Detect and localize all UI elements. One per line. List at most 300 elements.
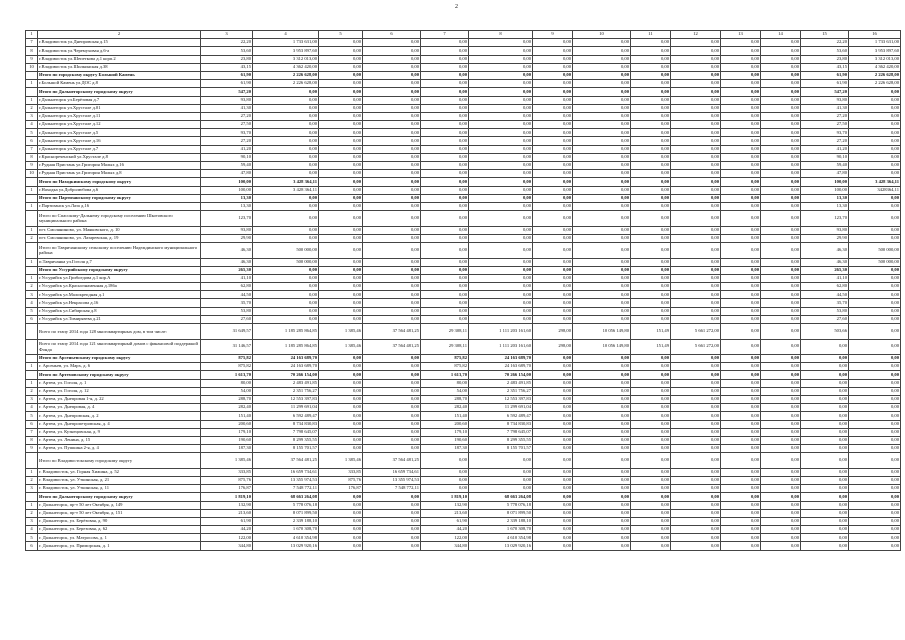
value-cell: 0,00 (801, 412, 849, 420)
value-cell: 0,00 (721, 202, 761, 210)
column-number: 3 (201, 31, 253, 39)
value-cell: 93,80 (201, 226, 253, 234)
table-row (26, 112, 901, 120)
table-row (26, 445, 901, 453)
value-cell: 0,00 (631, 104, 671, 112)
row-number: 2 (26, 387, 38, 395)
value-cell: 6 592 489,47 (253, 412, 319, 420)
value-cell: 0,00 (363, 80, 421, 88)
value-cell: 0,00 (721, 266, 761, 274)
value-cell: 0,00 (671, 453, 721, 469)
column-number: 2 (38, 31, 201, 39)
row-number: 9 (26, 162, 38, 170)
value-cell: 0,00 (631, 39, 671, 47)
value-cell: 46,30 (801, 258, 849, 266)
value-cell: 0,00 (671, 542, 721, 550)
row-number: 6 (26, 315, 38, 323)
value-cell: 122,00 (421, 534, 469, 542)
value-cell: 0,00 (631, 194, 671, 202)
address-cell: г.Уссурийск ул.Тимирязева д.21 (38, 315, 201, 323)
value-cell: 31 649,57 (201, 324, 253, 340)
value-cell: 100,00 (801, 186, 849, 194)
value-cell: 0,00 (363, 509, 421, 517)
address-cell: г.Владивосток ул.Черемуховая д.6-а (38, 47, 201, 55)
value-cell: 0,00 (253, 137, 319, 145)
value-cell: 0,00 (319, 243, 363, 259)
value-cell: 93,80 (201, 96, 253, 104)
value-cell: 0,00 (761, 234, 801, 242)
value-cell: 0,00 (469, 47, 533, 55)
value-cell: 0,00 (363, 202, 421, 210)
value-cell: 176,87 (319, 485, 363, 493)
column-number: 10 (573, 31, 631, 39)
value-cell: 0,00 (469, 63, 533, 71)
value-cell: 0,00 (761, 324, 801, 340)
value-cell: 0,00 (761, 315, 801, 323)
value-cell: 0,00 (721, 129, 761, 137)
value-cell: 61,90 (201, 517, 253, 525)
row-number: 1 (26, 202, 38, 210)
value-cell: 0,00 (253, 194, 319, 202)
value-cell: 0,00 (721, 96, 761, 104)
address-cell: г. Владивосток, ул. Горная Хижина, д. 52 (38, 468, 201, 476)
value-cell: 0,00 (721, 315, 761, 323)
value-cell: 344,80 (201, 542, 253, 550)
value-cell: 8 071 899,50 (253, 509, 319, 517)
value-cell: 0,00 (849, 379, 901, 387)
value-cell: 0,00 (363, 137, 421, 145)
value-cell: 0,00 (319, 315, 363, 323)
value-cell: 0,00 (319, 145, 363, 153)
value-cell: 0,00 (761, 509, 801, 517)
value-cell: 0,00 (671, 420, 721, 428)
value-cell: 0,00 (533, 501, 573, 509)
table-row (26, 299, 901, 307)
value-cell: 0,00 (533, 63, 573, 71)
column-number: 8 (469, 31, 533, 39)
subtotal-row (26, 71, 901, 79)
value-cell: 0,00 (363, 121, 421, 129)
value-cell: 0,00 (533, 104, 573, 112)
value-cell: 0,00 (363, 283, 421, 291)
value-cell: 0,00 (533, 509, 573, 517)
table-row (26, 476, 901, 484)
value-cell: 11 299 691,04 (253, 404, 319, 412)
value-cell: 0,00 (363, 71, 421, 79)
value-cell: 0,00 (631, 379, 671, 387)
value-cell: 0,00 (253, 234, 319, 242)
value-cell: 190,60 (421, 436, 469, 444)
value-cell: 0,00 (421, 226, 469, 234)
value-cell: 0,00 (721, 485, 761, 493)
value-cell: 288,70 (201, 395, 253, 403)
value-cell: 0,00 (363, 534, 421, 542)
value-cell: 68 663 264,08 (469, 493, 533, 501)
row-number: 3 (26, 112, 38, 120)
value-cell: 0,00 (253, 283, 319, 291)
value-cell: 0,00 (533, 178, 573, 186)
value-cell: 0,00 (631, 112, 671, 120)
value-cell: 0,00 (761, 445, 801, 453)
value-cell: 0,00 (533, 170, 573, 178)
value-cell: 0,00 (761, 453, 801, 469)
table-row (26, 39, 901, 47)
value-cell: 1 819,10 (421, 493, 469, 501)
value-cell: 0,00 (761, 258, 801, 266)
value-cell: 0,00 (319, 112, 363, 120)
value-cell: 0,00 (319, 420, 363, 428)
value-cell: 0,00 (631, 307, 671, 315)
row-number: 5 (26, 412, 38, 420)
subtotal-row (26, 178, 901, 186)
value-cell: 0,00 (319, 234, 363, 242)
value-cell: 0,00 (721, 186, 761, 194)
value-cell: 54,00 (421, 387, 469, 395)
value-cell: 0,00 (849, 412, 901, 420)
value-cell: 3 312 013,00 (253, 55, 319, 63)
value-cell: 0,00 (761, 170, 801, 178)
address-cell: г. Артем, ул. Гоголя, д. 12 (38, 387, 201, 395)
row-number: 4 (26, 404, 38, 412)
column-number: 12 (671, 31, 721, 39)
value-cell: 0,00 (363, 436, 421, 444)
value-cell: 0,00 (761, 71, 801, 79)
value-cell: 0,00 (533, 420, 573, 428)
value-cell: 0,00 (631, 226, 671, 234)
value-cell: 0,00 (421, 307, 469, 315)
value-cell: 0,00 (761, 137, 801, 145)
value-cell: 0,00 (721, 379, 761, 387)
value-cell: 0,00 (761, 211, 801, 227)
value-cell: 7 798 645,07 (253, 428, 319, 436)
value-cell: 0,00 (319, 104, 363, 112)
value-cell: 0,00 (761, 379, 801, 387)
value-cell: 0,00 (671, 493, 721, 501)
value-cell: 27,50 (201, 121, 253, 129)
value-cell: 0,00 (631, 493, 671, 501)
value-cell: 0,00 (849, 96, 901, 104)
value-cell: 0,00 (363, 39, 421, 47)
value-cell: 0,00 (631, 274, 671, 282)
address-cell: Итого по Дальнегорскому городскому округу (38, 493, 201, 501)
value-cell: 0,00 (319, 283, 363, 291)
value-cell: 0,00 (319, 80, 363, 88)
address-cell: г.Партизанск ул.Лаза д.16 (38, 202, 201, 210)
value-cell: 13,30 (801, 202, 849, 210)
value-cell: 0,00 (469, 299, 533, 307)
value-cell: 0,00 (469, 178, 533, 186)
value-cell: 0,00 (363, 299, 421, 307)
value-cell: 0,00 (671, 170, 721, 178)
value-cell: 0,00 (469, 274, 533, 282)
column-number: 5 (319, 31, 363, 39)
value-cell: 0,00 (363, 404, 421, 412)
value-cell: 503,66 (801, 324, 849, 340)
value-cell: 0,00 (631, 186, 671, 194)
value-cell: 0,00 (631, 121, 671, 129)
table-row (26, 404, 901, 412)
value-cell: 0,00 (319, 307, 363, 315)
value-cell: 0,00 (721, 47, 761, 55)
value-cell: 500 000,00 (849, 258, 901, 266)
value-cell: 0,00 (253, 96, 319, 104)
value-cell: 8 299 355,55 (469, 436, 533, 444)
value-cell: 0,00 (533, 121, 573, 129)
value-cell: 0,00 (421, 129, 469, 137)
value-cell: 16 659 734,61 (363, 468, 421, 476)
value-cell: 0,00 (721, 283, 761, 291)
table-row (26, 468, 901, 476)
value-cell: 0,00 (801, 493, 849, 501)
address-cell: г. Дальнегорск, ул. Берёзовая, д. 90 (38, 517, 201, 525)
value-cell: 0,00 (533, 307, 573, 315)
value-cell: 70 266 154,00 (253, 371, 319, 379)
value-cell: 0,00 (801, 387, 849, 395)
value-cell: 0,00 (533, 476, 573, 484)
value-cell: 0,00 (721, 112, 761, 120)
value-cell: 90,10 (201, 153, 253, 161)
value-cell: 0,00 (469, 121, 533, 129)
value-cell: 0,00 (363, 55, 421, 63)
value-cell: 0,00 (721, 468, 761, 476)
row-number: 1 (26, 96, 38, 104)
value-cell: 0,00 (671, 202, 721, 210)
value-cell: 875,76 (201, 476, 253, 484)
value-cell: 0,00 (533, 436, 573, 444)
address-cell: п.Тавричанка ул.Гоголя д.7 (38, 258, 201, 266)
address-cell: г.Уссурийск ул.Малокрепдная д.1 (38, 291, 201, 299)
value-cell: 0,00 (761, 243, 801, 259)
value-cell: 5 661 272,00 (671, 339, 721, 355)
value-cell: 4 610 354,98 (469, 534, 533, 542)
value-cell: 151,49 (631, 324, 671, 340)
value-cell: 0,00 (671, 112, 721, 120)
address-cell: г. Артем, ул. Днепровая, д. 4 (38, 404, 201, 412)
value-cell: 0,00 (631, 501, 671, 509)
value-cell: 0,00 (671, 186, 721, 194)
value-cell: 6 592 489,47 (469, 412, 533, 420)
value-cell: 0,00 (573, 363, 631, 371)
address-cell: г. Дальнегорск, пр-т 50 лет Октября, д. 149 (38, 501, 201, 509)
value-cell: 0,00 (421, 266, 469, 274)
address-cell: г. Владивосток, ул. Уткинская, д. 21 (38, 476, 201, 484)
value-cell: 0,00 (801, 363, 849, 371)
value-cell: 0,00 (363, 307, 421, 315)
value-cell: 0,00 (849, 428, 901, 436)
value-cell: 0,00 (319, 412, 363, 420)
value-cell: 0,00 (849, 371, 901, 379)
value-cell: 0,00 (319, 258, 363, 266)
value-cell: 0,00 (533, 162, 573, 170)
address-cell: Итого по Тавричанскому сельскому поселению Надеждинского муниципального района (38, 243, 201, 259)
value-cell: 2 339 188,10 (253, 517, 319, 525)
value-cell: 41,20 (801, 145, 849, 153)
value-cell: 0,00 (801, 517, 849, 525)
value-cell: 0,00 (363, 88, 421, 96)
value-cell: 22,20 (201, 39, 253, 47)
value-cell: 0,00 (671, 63, 721, 71)
address-cell: г.Владивосток ул.Шилкинская д.38 (38, 63, 201, 71)
value-cell: 0,00 (363, 291, 421, 299)
value-cell: 0,00 (253, 104, 319, 112)
value-cell: 43,15 (201, 63, 253, 71)
subtotal-row (26, 211, 901, 227)
value-cell: 59,40 (801, 162, 849, 170)
value-cell: 0,00 (469, 476, 533, 484)
value-cell: 16 659 734,61 (253, 468, 319, 476)
subtotal-row (26, 243, 901, 259)
value-cell: 213,60 (421, 509, 469, 517)
value-cell: 0,00 (721, 258, 761, 266)
value-cell: 0,00 (253, 162, 319, 170)
address-cell: г.Дальнегорск ул.Хрустале д.5 (38, 129, 201, 137)
value-cell: 333,85 (319, 468, 363, 476)
value-cell: 0,00 (469, 145, 533, 153)
subtotal-row (26, 339, 901, 355)
value-cell: 0,00 (421, 71, 469, 79)
value-cell: 0,00 (631, 355, 671, 363)
value-cell: 0,00 (631, 526, 671, 534)
value-cell: 132,90 (201, 501, 253, 509)
value-cell: 0,00 (761, 291, 801, 299)
row-number: 7 (26, 39, 38, 47)
value-cell: 213,60 (201, 509, 253, 517)
value-cell: 11 299 691,04 (469, 404, 533, 412)
value-cell: 0,00 (721, 71, 761, 79)
value-cell: 27,60 (201, 315, 253, 323)
value-cell: 0,00 (671, 194, 721, 202)
value-cell: 0,00 (573, 39, 631, 47)
value-cell: 0,00 (671, 71, 721, 79)
column-number: 14 (761, 31, 801, 39)
value-cell: 0,00 (631, 266, 671, 274)
value-cell: 24 163 689,70 (469, 355, 533, 363)
table-row (26, 55, 901, 63)
value-cell: 0,00 (319, 71, 363, 79)
value-cell: 43,15 (801, 63, 849, 71)
value-cell: 46,30 (201, 243, 253, 259)
value-cell: 0,00 (849, 363, 901, 371)
value-cell: 93,80 (801, 96, 849, 104)
value-cell: 0,00 (319, 194, 363, 202)
value-cell: 0,00 (631, 234, 671, 242)
value-cell: 4 362 420,00 (253, 63, 319, 71)
value-cell: 0,00 (721, 63, 761, 71)
value-cell: 0,00 (671, 315, 721, 323)
value-cell: 500 000,00 (253, 258, 319, 266)
value-cell: 29 308,11 (421, 339, 469, 355)
value-cell: 27,50 (801, 121, 849, 129)
value-cell: 0,00 (533, 379, 573, 387)
value-cell: 0,00 (721, 404, 761, 412)
value-cell: 0,00 (319, 55, 363, 63)
value-cell: 0,00 (573, 153, 631, 161)
value-cell: 27,60 (801, 315, 849, 323)
row-number: 3 (26, 517, 38, 525)
value-cell: 0,00 (253, 266, 319, 274)
value-cell: 0,00 (761, 80, 801, 88)
value-cell: 0,00 (721, 428, 761, 436)
row-number: 6 (26, 542, 38, 550)
table-row (26, 291, 901, 299)
value-cell: 0,00 (631, 517, 671, 525)
value-cell: 0,00 (363, 363, 421, 371)
address-cell: г.Краснореченский ул.Хрустале д.8 (38, 153, 201, 161)
value-cell: 0,00 (533, 387, 573, 395)
value-cell: 0,00 (469, 283, 533, 291)
value-cell: 0,00 (573, 283, 631, 291)
value-cell: 0,00 (761, 436, 801, 444)
value-cell: 0,00 (849, 517, 901, 525)
value-cell: 0,00 (253, 121, 319, 129)
row-number (26, 339, 38, 355)
value-cell: 0,00 (631, 315, 671, 323)
value-cell: 0,00 (469, 39, 533, 47)
value-cell: 0,00 (761, 112, 801, 120)
value-cell: 47,80 (201, 170, 253, 178)
value-cell: 0,00 (849, 485, 901, 493)
table-row (26, 501, 901, 509)
value-cell: 0,00 (573, 404, 631, 412)
value-cell: 0,00 (253, 88, 319, 96)
value-cell: 0,00 (721, 211, 761, 227)
value-cell: 0,00 (849, 509, 901, 517)
value-cell: 0,00 (363, 162, 421, 170)
value-cell: 0,00 (573, 420, 631, 428)
value-cell: 0,00 (253, 202, 319, 210)
value-cell: 0,00 (721, 194, 761, 202)
value-cell: 0,00 (533, 112, 573, 120)
value-cell: 41,10 (201, 274, 253, 282)
value-cell: 0,00 (671, 129, 721, 137)
value-cell: 3 428 364,11 (849, 178, 901, 186)
value-cell: 0,00 (721, 80, 761, 88)
value-cell: 0,00 (469, 453, 533, 469)
value-cell: 0,00 (801, 526, 849, 534)
value-cell: 0,00 (721, 299, 761, 307)
value-cell: 0,00 (533, 485, 573, 493)
value-cell: 53,80 (801, 307, 849, 315)
value-cell: 0,00 (319, 274, 363, 282)
value-cell: 0,00 (721, 170, 761, 178)
value-cell: 0,00 (721, 501, 761, 509)
address-cell: Итого по Артемовскому городскому округу (38, 371, 201, 379)
value-cell: 0,00 (363, 412, 421, 420)
value-cell: 61,90 (801, 80, 849, 88)
value-cell: 500 000,00 (849, 243, 901, 259)
table-row (26, 47, 901, 55)
value-cell: 0,00 (671, 509, 721, 517)
value-cell: 0,00 (533, 202, 573, 210)
value-cell: 0,00 (363, 501, 421, 509)
value-cell: 0,00 (469, 104, 533, 112)
column-number: 13 (721, 31, 761, 39)
value-cell: 0,00 (421, 55, 469, 63)
value-cell: 0,00 (671, 226, 721, 234)
address-cell: г. Артем, ул. Днепровая 1-я, д. 22 (38, 395, 201, 403)
value-cell: 0,00 (721, 162, 761, 170)
value-cell: 0,00 (363, 517, 421, 525)
value-cell: 0,00 (573, 71, 631, 79)
value-cell: 0,00 (421, 202, 469, 210)
value-cell: 0,00 (721, 387, 761, 395)
value-cell: 0,00 (631, 453, 671, 469)
value-cell: 1 613,70 (421, 371, 469, 379)
value-cell: 0,00 (319, 428, 363, 436)
value-cell: 41,20 (201, 145, 253, 153)
value-cell: 0,00 (573, 129, 631, 137)
table-row (26, 202, 901, 210)
